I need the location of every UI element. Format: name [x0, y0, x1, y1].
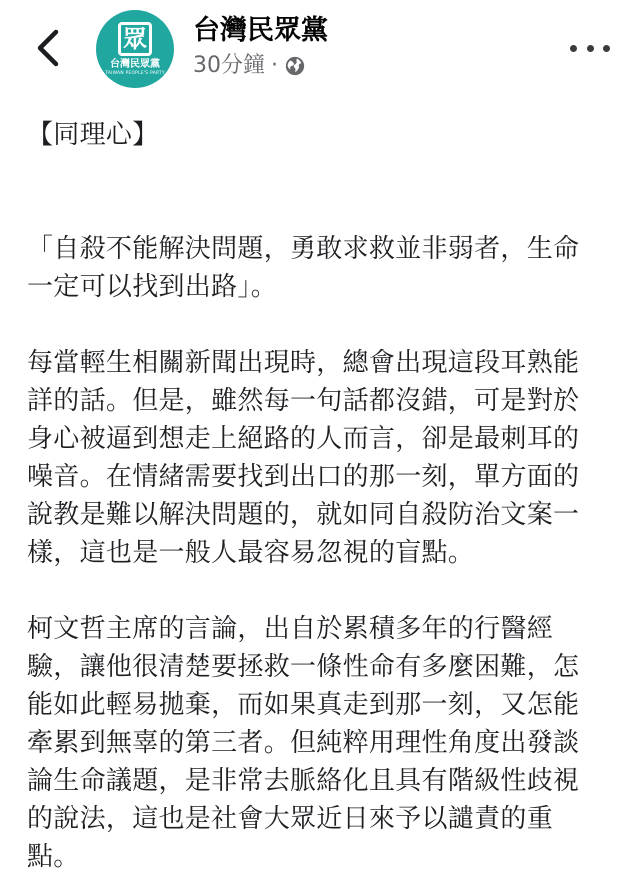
more-horizontal-icon [603, 45, 610, 52]
chevron-left-icon [34, 28, 62, 68]
post-paragraph: 每當輕生相關新聞出現時，總會出現這段耳熟能詳的話。但是，雖然每一句話都沒錯，可是對於身心被逼到想走上絕路的人而言，卻是最刺耳的噪音。在情緒需要找到出口的那一刻，單方面的說教是難以解決問題的，就如同自殺防治文案一樣，這也是一般人最容易忽視的盲點。 [27, 348, 580, 568]
post-timestamp[interactable]: 30分鐘 [193, 53, 265, 78]
more-horizontal-icon [587, 45, 594, 52]
globe-icon[interactable] [284, 55, 306, 77]
avatar-logo-english: TAIWAN PEOPLE'S PARTY [105, 70, 165, 76]
post-quote: 「自殺不能解決問題，勇敢求救並非弱者，生命一定可以找到出路」。 [27, 234, 580, 302]
avatar-logo-char: 眾 [118, 22, 152, 56]
post-title: 【同理心】 [27, 120, 159, 150]
post-meta [193, 52, 306, 80]
avatar-logo-name: 台灣民眾黨 [110, 58, 160, 70]
back-button[interactable] [30, 26, 66, 70]
post-body [27, 116, 601, 876]
more-options-button[interactable] [570, 36, 610, 60]
more-horizontal-icon [570, 45, 577, 52]
meta-separator: · [271, 53, 278, 78]
post-paragraph: 柯文哲主席的言論，出自於累積多年的行醫經驗，讓他很清楚要拯救一條性命有多麼困難，怎能如此輕易拋棄，而如果真走到那一刻，又怎能牽累到無辜的第三者。但純粹用理性角度出發談論生命議題，是非常去脈絡化且具有階級性歧視的說法，這也是社會大眾近日來予以譴責的重點。 [27, 614, 580, 872]
page-avatar[interactable] [96, 10, 174, 88]
page-name-link[interactable]: 台灣民眾黨 [193, 15, 328, 46]
post-header [0, 0, 640, 100]
